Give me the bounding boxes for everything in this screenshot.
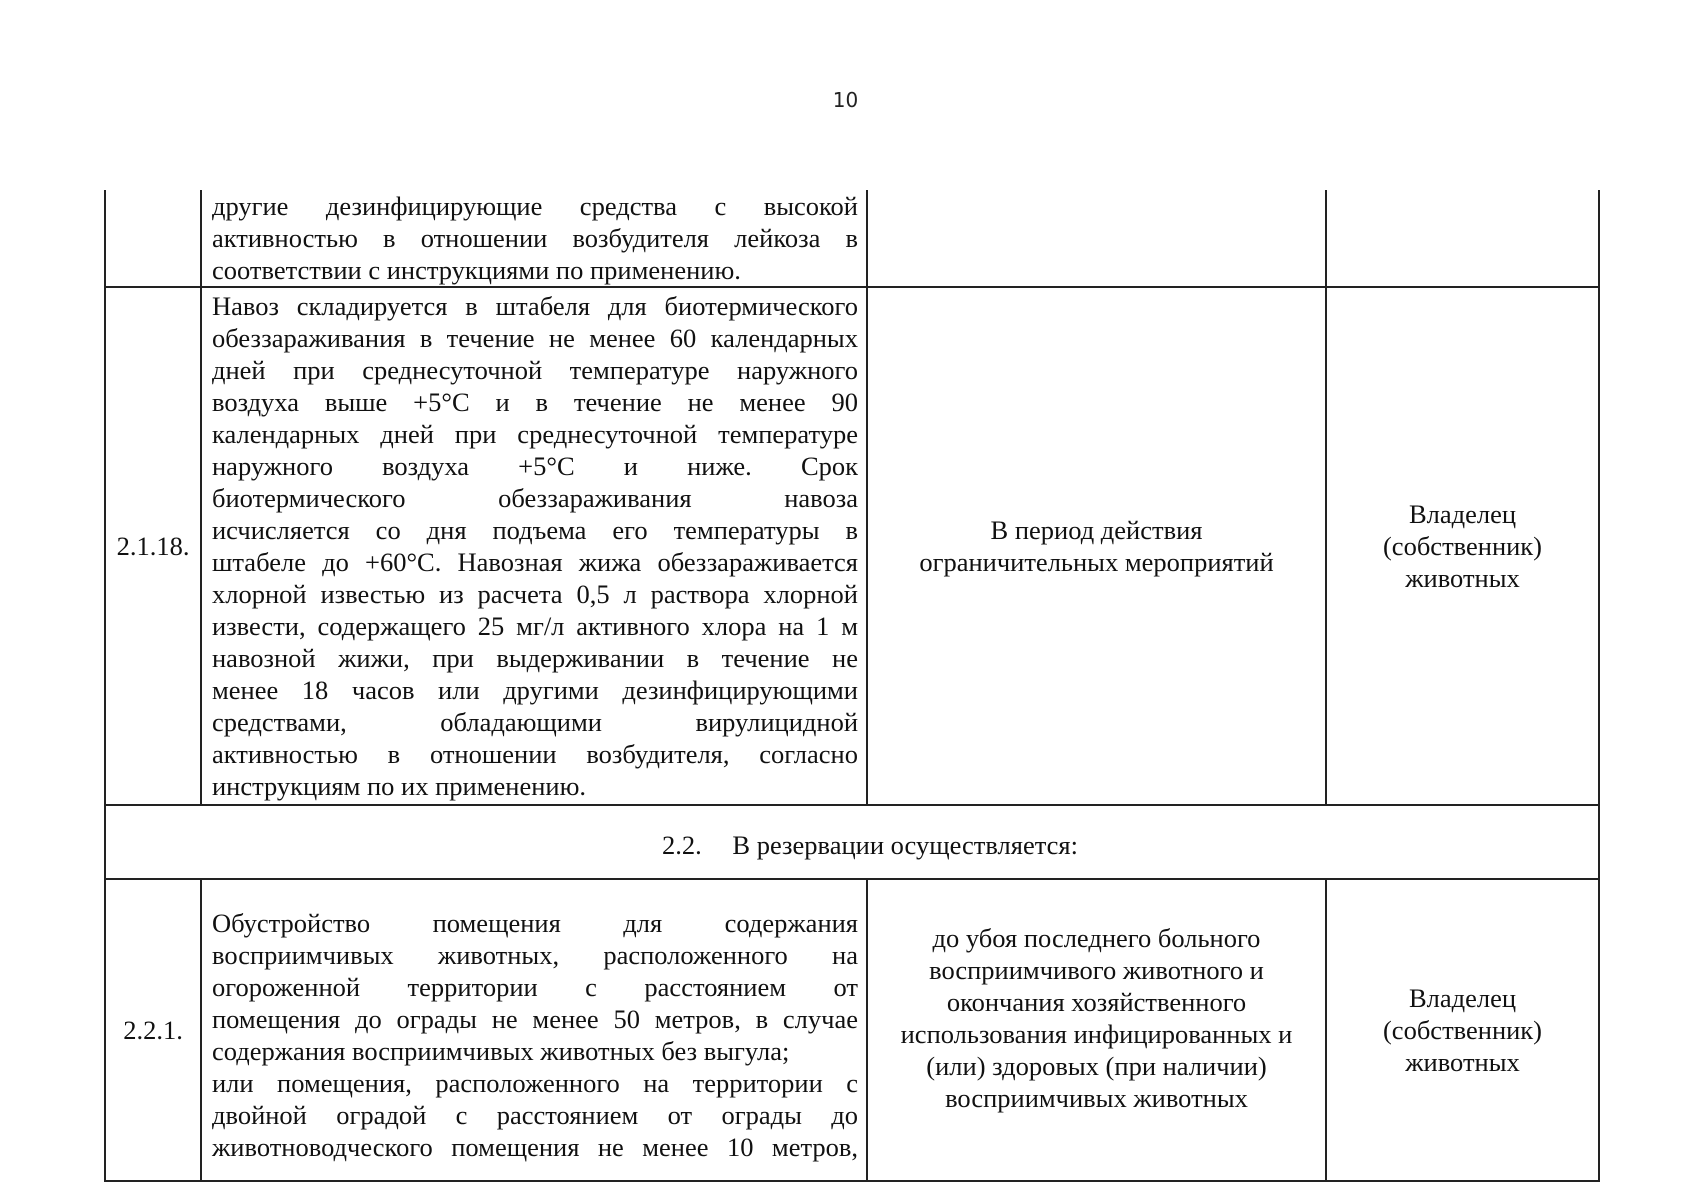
description-line: огороженной территории с расстоянием от xyxy=(212,972,858,1002)
period-line: восприимчивых животных xyxy=(945,1083,1248,1113)
description-line: биотермического обеззараживания навоза xyxy=(212,483,858,513)
description-line: другие дезинфицирующие средства с высокой xyxy=(212,191,858,221)
item-number-cell: 2.2.1. xyxy=(105,879,201,1181)
description-line: извести, содержащего 25 мг/л активного хлора на 1 м xyxy=(212,611,858,641)
description-line: календарных дней при среднесуточной температуре xyxy=(212,419,858,449)
description-line: штабеле до +60°С. Навозная жижа обеззараживается xyxy=(212,547,858,577)
description-line: животноводческого помещения не менее 10 метров, xyxy=(212,1132,858,1162)
description-line: инструкциям по их применению. xyxy=(212,771,586,801)
page-number: 10 xyxy=(832,88,859,112)
item-number-cell xyxy=(105,190,201,287)
description-line: восприимчивых животных, расположенного на xyxy=(212,940,858,970)
description-line: активностью в отношении возбудителя лейкоза в xyxy=(212,223,858,253)
description-line: навозной жижи, при выдерживании в течение не xyxy=(212,643,858,673)
section-heading xyxy=(662,829,1078,861)
period-line: использования инфицированных и xyxy=(900,1019,1293,1049)
description-line: активностью в отношении возбудителя, согласно xyxy=(212,739,858,769)
measure-description-cell xyxy=(201,879,867,1181)
responsible-line: (собственник) xyxy=(1382,1015,1543,1045)
period-cell xyxy=(867,287,1326,805)
responsible-cell xyxy=(1326,190,1599,287)
table-row-2-2-1 xyxy=(105,879,1599,1181)
measures-table xyxy=(104,190,1600,1182)
description-line: дней при среднесуточной температуре наружного xyxy=(212,355,858,385)
description-line: исчисляется со дня подъема его температуры в xyxy=(212,515,858,545)
responsible-cell xyxy=(1326,879,1599,1181)
table-row-continuation xyxy=(105,190,1599,287)
responsible-cell xyxy=(1326,287,1599,805)
description-line: двойной оградой с расстоянием от ограды до xyxy=(212,1100,858,1130)
period-line: В период действия xyxy=(990,515,1203,545)
description-line: Обустройство помещения для содержания xyxy=(212,908,858,938)
period-line: до убоя последнего больного xyxy=(932,923,1261,953)
responsible-line: Владелец xyxy=(1408,499,1517,529)
description-line: наружного воздуха +5°С и ниже. Срок xyxy=(212,451,858,481)
section-title: В резервации осуществляется: xyxy=(732,830,1078,860)
description-line: содержания восприимчивых животных без выгула; xyxy=(212,1036,790,1066)
measure-description-cell xyxy=(201,287,867,805)
description-line: или помещения, расположенного на территории с xyxy=(212,1068,858,1098)
responsible-line: (собственник) xyxy=(1382,531,1543,561)
period-line: (или) здоровых (при наличии) xyxy=(926,1051,1267,1081)
period-line: восприимчивого животного и xyxy=(929,955,1264,985)
description-line: воздуха выше +5°С и в течение не менее 90 xyxy=(212,387,858,417)
measure-description-cell xyxy=(201,190,867,287)
description-line: Навоз складируется в штабеля для биотермического xyxy=(212,291,858,321)
period-line: окончания хозяйственного xyxy=(946,987,1247,1017)
period-cell xyxy=(867,879,1326,1181)
period-cell xyxy=(867,190,1326,287)
description-line: менее 18 часов или другими дезинфицирующими xyxy=(212,675,858,705)
responsible-line: животных xyxy=(1405,563,1520,593)
section-header-row xyxy=(105,805,1599,879)
responsible-line: животных xyxy=(1405,1047,1520,1077)
responsible-line: Владелец xyxy=(1408,983,1517,1013)
description-line: помещения до ограды не менее 50 метров, в случае xyxy=(212,1004,858,1034)
description-line: средствами, обладающими вирулицидной xyxy=(212,707,858,737)
item-number-cell: 2.1.18. xyxy=(105,287,201,805)
table-row-2-1-18 xyxy=(105,287,1599,805)
description-line: соответствии с инструкциями по применению. xyxy=(212,255,741,285)
section-header-cell xyxy=(105,805,1599,879)
section-number: 2.2. xyxy=(662,830,702,860)
period-line: ограничительных мероприятий xyxy=(919,547,1274,577)
description-line: хлорной известью из расчета 0,5 л раствора хлорной xyxy=(212,579,858,609)
description-line: обеззараживания в течение не менее 60 календарных xyxy=(212,323,858,353)
